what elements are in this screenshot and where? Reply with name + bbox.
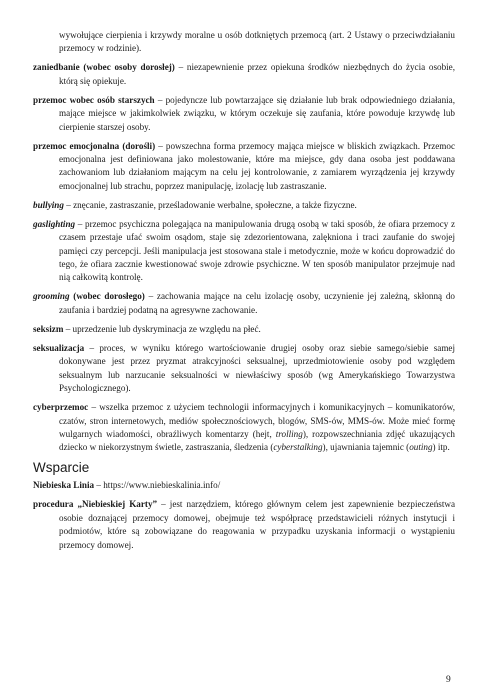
definition-part: ) itp. bbox=[432, 442, 450, 453]
support-url[interactable]: – https://www.niebieskalinia.info/ bbox=[94, 480, 221, 491]
page-number: 9 bbox=[446, 675, 451, 685]
term: procedura „Niebieskiej Karty” bbox=[33, 499, 158, 510]
definition-italic: cyberstalking bbox=[273, 442, 323, 453]
term: cyberprzemoc bbox=[33, 402, 89, 413]
definition: – znęcanie, zastraszanie, prześladowanie werbalne, społeczne, a także fizyczne. bbox=[63, 199, 357, 210]
entry-cyberprzemoc bbox=[33, 401, 455, 455]
definition-part: ), ujawniania tajemnic ( bbox=[322, 442, 410, 453]
definition: – zachowania mające na celu izolację osoby, uczynienie jej zależną, skłonną do zaufania i bardziej podatną na agresywne zachowanie. bbox=[59, 291, 455, 315]
entry-gaslighting bbox=[33, 218, 455, 285]
term: przemoc wobec osób starszych bbox=[33, 94, 155, 105]
document-page bbox=[33, 29, 455, 558]
term: seksizm bbox=[33, 323, 64, 334]
term: przemoc emocjonalna (dorośli) bbox=[33, 140, 156, 151]
definition: – jest narzędziem, którego głównym celem jest zapewnienie bezpieczeństwa osobie doznającej przemocy domowej, obejmuje też współpracę przedstawicieli różnych instytucji i podmiotów, które są zobowiązane do reagowania w przypadku uzyskania informacji o wystąpieniu przemocy domowej. bbox=[59, 499, 455, 550]
definition: – proces, w wyniku którego wartościowanie drugiej osoby oraz siebie samego/siebie samej dokonywane jest przez pryzmat atrakcyjności seksualnej, uprzedmiotowienie osoby pod względem seksualnym lub narzucanie seksualności w niewłaściwy sposób (wg Amerykańskiego Towarzystwa Psychologicznego). bbox=[59, 342, 455, 394]
link-label: Niebieska Linia bbox=[33, 480, 95, 491]
entry-zaniedbanie bbox=[33, 61, 455, 88]
definition: – uprzedzenie lub dyskryminacja ze względu na płeć. bbox=[63, 323, 261, 334]
entry-przemoc-emocjonalna bbox=[33, 140, 455, 194]
definition: – pojedyncze lub powtarzające się działanie lub brak odpowiedniego działania, mające miejsce w jakimkolwiek związku, w którym oczekuje się zaufania, które powoduje krzywdę lub cierpienie starszej osoby. bbox=[59, 94, 456, 132]
section-heading: Wsparcie bbox=[33, 460, 90, 476]
term: seksualizacja bbox=[33, 342, 85, 353]
definition: – powszechna forma przemocy mająca miejsce w bliskich związkach. Przemoc emocjonalna jest definiowana jako molestowanie, które ma miejsce, gdy dana osoba jest poddawana zachowaniom lub działaniom mającym na celu jej kontrolowanie, z zamiarem wyrządzenia jej krzywdy emocjonalnej lub strachu, poprzez manipulację, izolację lub zastraszanie. bbox=[59, 140, 456, 191]
support-link-line bbox=[33, 479, 455, 492]
entry-bullying bbox=[33, 199, 455, 212]
term: zaniedbanie (wobec osoby dorosłej) bbox=[33, 62, 175, 73]
entry-seksizm bbox=[33, 323, 455, 336]
definition-italic: outing bbox=[409, 442, 433, 453]
entry-procedura-niebieskiej-karty bbox=[33, 498, 455, 552]
definition-part: ), rozpowszechniania zdjęć ukazujących dziecko w niekorzystnym świetle, zastraszania, śledzenia ( bbox=[59, 428, 455, 453]
entry-grooming bbox=[33, 290, 455, 317]
term: (wobec dorosłego) bbox=[69, 291, 145, 302]
definition-part: – wszelka przemoc z użyciem technologii informacyjnych i komunikacyjnych – komunikatorów, czatów, stron internetowych, mediów społecznościowych, blogów, SMS-ów, MMS-ów. Może mieć formę wulgarnych wiadomości, obraźliwych komentarzy (hejt, bbox=[59, 402, 455, 439]
continued-definition: wywołujące cierpienia i krzywdy moralne u osób dotkniętych przemocą (art. 2 Ustawy o przeciwdziałaniu przemocy w rodzinie). bbox=[59, 30, 455, 54]
definition: – niezapewnienie przez opiekuna środków niezbędnych do życia osobie, którą się opiekuje. bbox=[59, 62, 456, 86]
entry-seksualizacja bbox=[33, 342, 455, 396]
definition: – przemoc psychiczna polegająca na manipulowania drugą osobą w taki sposób, że ofiara przemocy z czasem przestaje ufać swoim osądom, staje się zdezorientowana, zalękniona i traci zaufanie do swojej pamięci czy percepcji. Jeśli manipulacja jest stosowana stale i metodycznie, może w końcu doprowadzić do tego, że ofiara zacznie kwestionować swoje zdrowie psychiczne. W ten sposób manipulator przejmuje nad nią całkowitą kontrolę. bbox=[59, 218, 455, 283]
entry-przemoc-wobec-osob-starszych bbox=[33, 94, 455, 134]
term: bullying bbox=[33, 199, 64, 210]
term-italic: grooming bbox=[33, 291, 70, 302]
definition-italic: trolling bbox=[275, 428, 303, 439]
term: gaslighting bbox=[33, 218, 76, 229]
